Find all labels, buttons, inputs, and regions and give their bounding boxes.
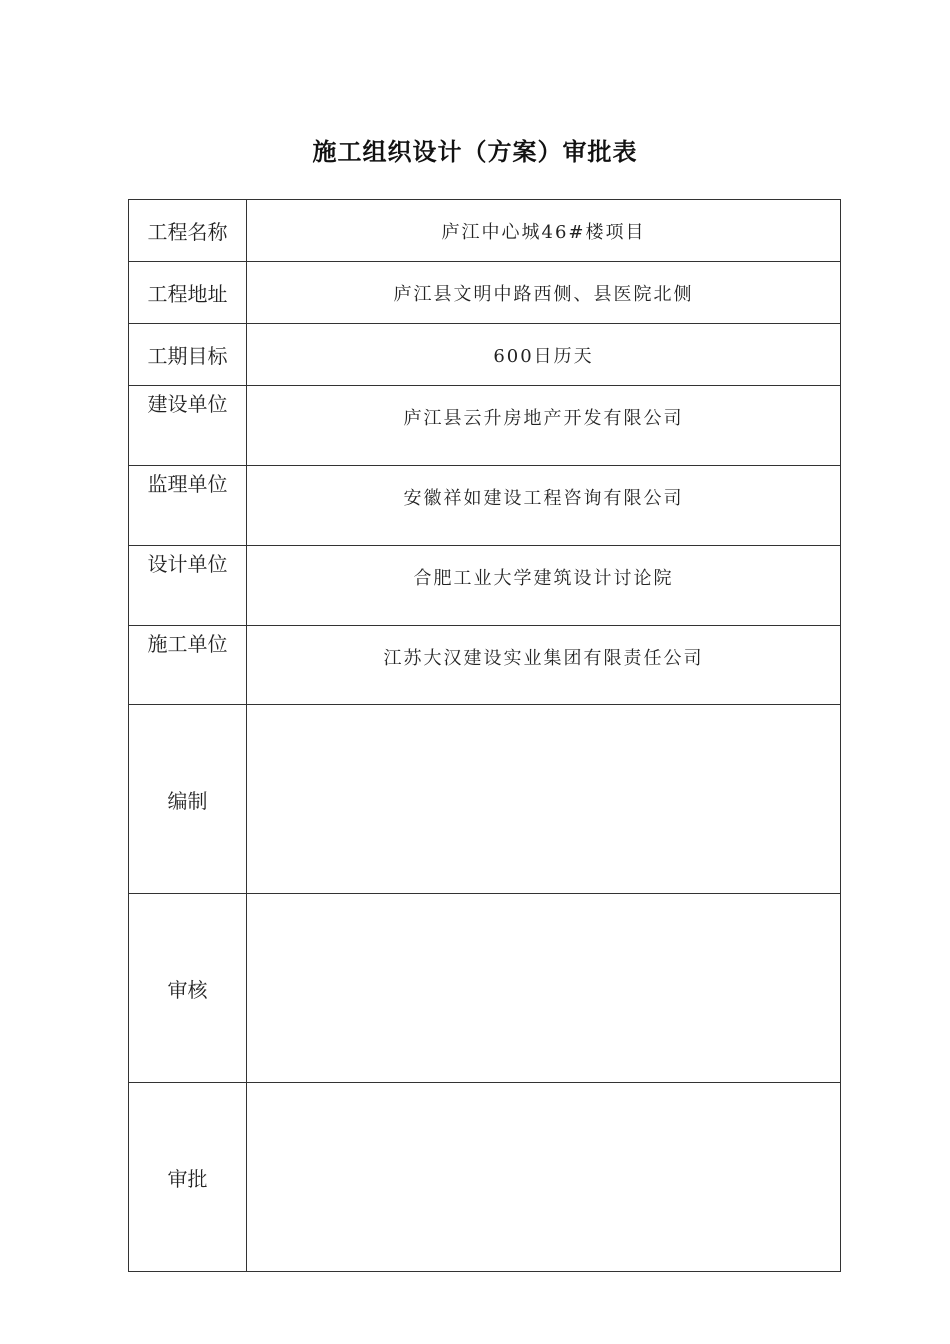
table-row-approved-by [129, 1083, 841, 1272]
table-row-owner [129, 386, 841, 466]
table-row-contractor [129, 626, 841, 705]
approved-by-label: 审批 [129, 1083, 247, 1272]
contractor-value: 江苏大汉建设实业集团有限责任公司 [247, 626, 841, 705]
prepared-by-label: 编制 [129, 705, 247, 894]
table-row-project-address [129, 262, 841, 324]
project-name-label: 工程名称 [129, 200, 247, 262]
approved-by-field[interactable] [247, 1083, 841, 1272]
table-row-prepared-by [129, 705, 841, 894]
schedule-target-value: 600日历天 [247, 324, 841, 386]
schedule-target-label: 工期目标 [129, 324, 247, 386]
table-row-supervisor [129, 466, 841, 546]
prepared-by-field[interactable] [247, 705, 841, 894]
table-row-project-name [129, 200, 841, 262]
owner-label: 建设单位 [129, 386, 247, 466]
designer-value: 合肥工业大学建筑设计讨论院 [247, 546, 841, 626]
table-row-schedule-target [129, 324, 841, 386]
project-address-value: 庐江县文明中路西侧、县医院北侧 [247, 262, 841, 324]
table-row-reviewed-by [129, 894, 841, 1083]
approval-form-table [128, 199, 841, 1272]
owner-value: 庐江县云升房地产开发有限公司 [247, 386, 841, 466]
page-title: 施工组织设计（方案）审批表 [312, 138, 638, 166]
supervisor-value: 安徽祥如建设工程咨询有限公司 [247, 466, 841, 546]
supervisor-label: 监理单位 [129, 466, 247, 546]
designer-label: 设计单位 [129, 546, 247, 626]
contractor-label: 施工单位 [129, 626, 247, 705]
project-name-value: 庐江中心城46#楼项目 [247, 200, 841, 262]
project-address-label: 工程地址 [129, 262, 247, 324]
table-row-designer [129, 546, 841, 626]
reviewed-by-label: 审核 [129, 894, 247, 1083]
reviewed-by-field[interactable] [247, 894, 841, 1083]
